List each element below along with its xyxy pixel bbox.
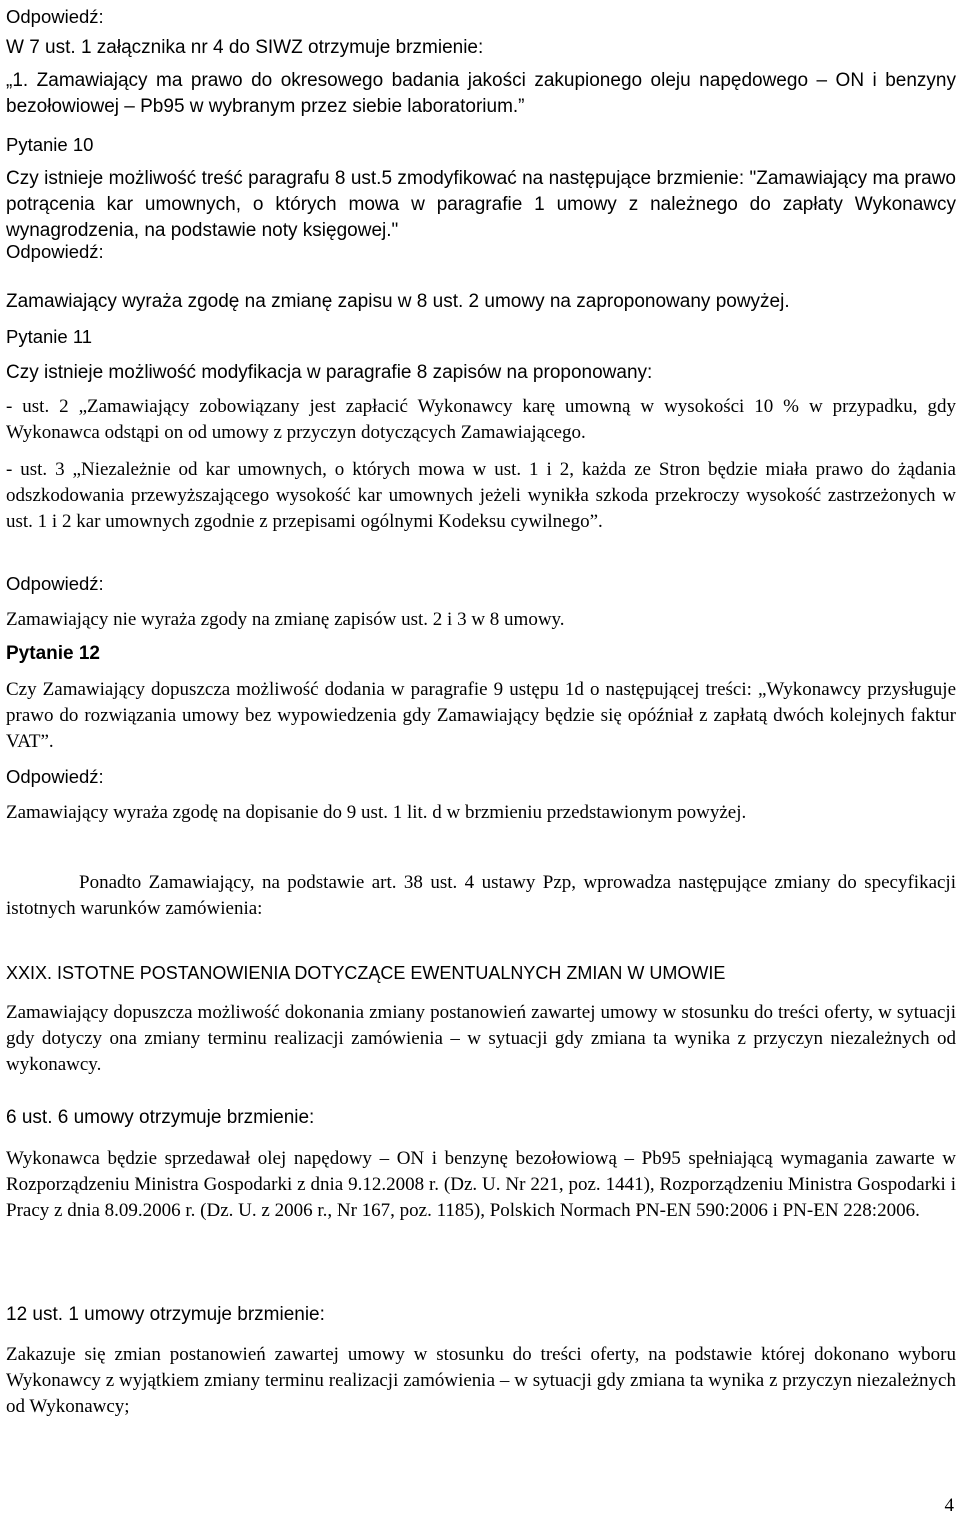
question-10-text: Czy istnieje możliwość treść paragrafu 8 ust.5 zmodyfikować na następujące brzmienie: "Zamawiający ma prawo potrącenia kar umownych, o których mowa w paragrafie 1 umowy z należnego do zapłaty Wykonawcy wynagrodzenia, na podstawie noty księgowej." — [6, 168, 956, 241]
question-11-item-ust3: - ust. 3 „Niezależnie od kar umownych, o których mowa w ust. 1 i 2, każda ze Stron będzie miała prawo do żądania odszkodowania przewyższającego wysokość kar umownych jeżeli wynikła szkoda przekroczy wysokość zastrzeżonych w ust. 1 i 2 kar umownych zgodnie z przepisami ogólnymi Kodeksu cywilnego”. — [6, 459, 956, 532]
section-6-paragraph: Wykonawca będzie sprzedawał olej napędowy – ON i benzynę bezołowiową – Pb95 spełniającą wymagania zawarte w Rozporządzeniu Ministra Gospodarki z dnia 9.12.2008 r. (Dz. U. Nr 221, poz. 1441), Rozporządzeniu Ministra Gospodarki i Pracy z dnia 8.09.2006 r. (Dz. U. z 2006 r., Nr 167, poz. 1185), Polskich Normach PN-EN 590:2006 i PN-EN 228:2006. — [6, 1148, 956, 1221]
question-11-item-ust2: - ust. 2 „Zamawiający zobowiązany jest zapłacić Wykonawcy karę umowną w wysokości 10 % w przypadku, gdy Wykonawca odstąpi on od umowy z przyczyn dotyczących Zamawiającego. — [6, 396, 956, 443]
question-11-intro: Czy istnieje możliwość modyfikacja w paragrafie 8 zapisów na proponowany: — [6, 362, 653, 383]
answer-11-text: Zamawiający nie wyraża zgody na zmianę zapisów ust. 2 i 3 w 8 umowy. — [6, 609, 565, 630]
question-10-heading: Pytanie 10 — [6, 134, 94, 155]
answer-12-text: Zamawiający wyraża zgodę na dopisanie do 9 ust. 1 lit. d w brzmieniu przedstawionym powyżej. — [6, 802, 747, 823]
section-12-heading: 12 ust. 1 umowy otrzymuje brzmienie: — [6, 1304, 325, 1325]
page-number: 4 — [944, 1495, 954, 1516]
section-12-paragraph: Zakazuje się zmian postanowień zawartej umowy w stosunku do treści oferty, na podstawie której dokonano wyboru Wykonawcy z wyjątkiem zmiany terminu realizacji zamówienia – w sytuacji gdy zmiana ta wynika z przyczyn niezależnych od Wykonawcy; — [6, 1344, 956, 1417]
answer-intro-line: W 7 ust. 1 załącznika nr 4 do SIWZ otrzymuje brzmienie: — [6, 37, 484, 58]
changes-intro-paragraph: Ponadto Zamawiający, na podstawie art. 38 ust. 4 ustawy Pzp, wprowadza następujące zmiany do specyfikacji istotnych warunków zamówienia: — [6, 872, 956, 919]
section-xxix-heading: XXIX. ISTOTNE POSTANOWIENIA DOTYCZĄCE EWENTUALNYCH ZMIAN W UMOWIE — [6, 963, 726, 983]
answer-10-label: Odpowiedź: — [6, 241, 104, 262]
answer-label: Odpowiedź: — [6, 6, 104, 27]
question-12-text: Czy Zamawiający dopuszcza możliwość dodania w paragrafie 9 ustępu 1d o następującej treści: „Wykonawcy przysługuje prawo do rozwiązania umowy bez wypowiedzenia gdy Zamawiający będzie się opóźniał z zapłatą dwóch kolejnych faktur VAT”. — [6, 679, 956, 752]
answer-10-text: Zamawiający wyraża zgodę na zmianę zapisu w 8 ust. 2 umowy na zaproponowany powyżej. — [6, 291, 790, 312]
answer-quote-paragraph: „1. Zamawiający ma prawo do okresowego badania jakości zakupionego oleju napędowego – ON i benzyny bezołowiowej – Pb95 w wybranym przez siebie laboratorium.” — [6, 70, 956, 117]
answer-12-label: Odpowiedź: — [6, 766, 104, 787]
answer-11-label: Odpowiedź: — [6, 573, 104, 594]
section-xxix-paragraph: Zamawiający dopuszcza możliwość dokonania zmiany postanowień zawartej umowy w stosunku do treści oferty, w sytuacji gdy dotyczy ona zmiany terminu realizacji zamówienia – w sytuacji gdy zmiana ta wynika z przyczyn niezależnych od wykonawcy. — [6, 1002, 956, 1075]
section-6-heading: 6 ust. 6 umowy otrzymuje brzmienie: — [6, 1107, 315, 1128]
question-12-heading: Pytanie 12 — [6, 643, 100, 664]
question-11-heading: Pytanie 11 — [6, 326, 93, 347]
